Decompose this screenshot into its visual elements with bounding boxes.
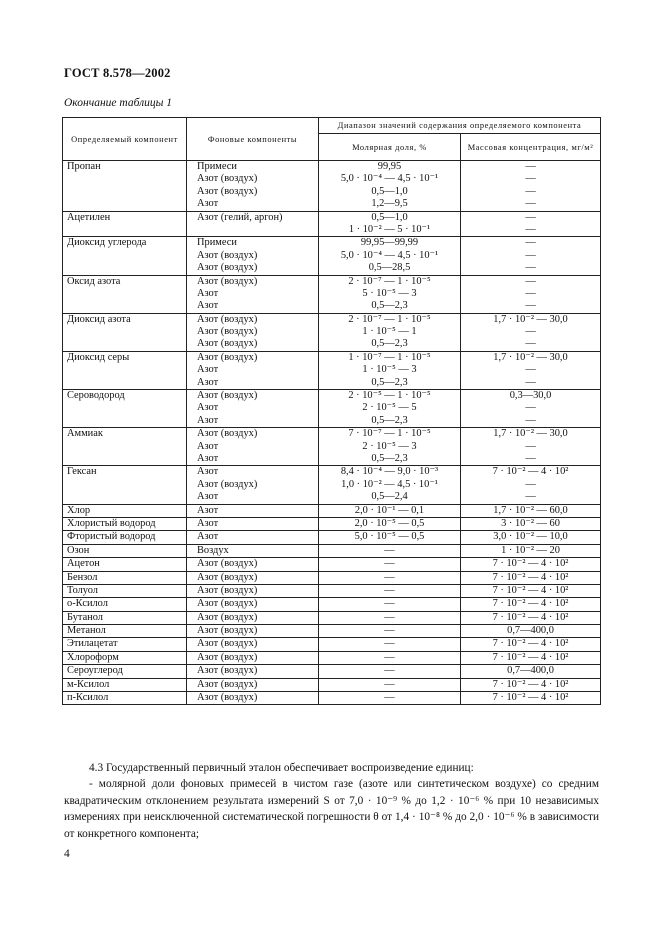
cell-component: Гексан bbox=[63, 466, 187, 479]
table-row bbox=[63, 638, 601, 651]
cell-component bbox=[63, 479, 187, 491]
cell-component bbox=[63, 250, 187, 262]
cell-component bbox=[63, 300, 187, 313]
cell-component: Бутанол bbox=[63, 611, 187, 624]
cell-background: Азот (воздух) bbox=[187, 313, 319, 326]
cell-molar: — bbox=[319, 678, 461, 691]
table-row bbox=[63, 466, 601, 479]
table-row bbox=[63, 544, 601, 557]
cell-component: Этилацетат bbox=[63, 638, 187, 651]
cell-background: Азот (воздух) bbox=[187, 326, 319, 338]
cell-molar: 5 · 10⁻⁵ — 3 bbox=[319, 288, 461, 300]
header-molar: Молярная доля, % bbox=[319, 134, 461, 161]
cell-mass: 1,7 · 10⁻² — 30,0 bbox=[461, 313, 601, 326]
cell-mass: 7 · 10⁻² — 4 · 10² bbox=[461, 638, 601, 651]
cell-mass: — bbox=[461, 491, 601, 504]
cell-mass: — bbox=[461, 364, 601, 376]
cell-mass: — bbox=[461, 211, 601, 224]
cell-background: Азот (воздух) bbox=[187, 428, 319, 441]
table-row bbox=[63, 288, 601, 300]
cell-background: Воздух bbox=[187, 544, 319, 557]
table-row bbox=[63, 625, 601, 638]
table-body bbox=[63, 161, 601, 705]
cell-mass: — bbox=[461, 441, 601, 453]
cell-mass: 7 · 10⁻² — 4 · 10² bbox=[461, 651, 601, 664]
cell-component: м-Ксилол bbox=[63, 678, 187, 691]
cell-mass: — bbox=[461, 338, 601, 351]
cell-component bbox=[63, 288, 187, 300]
header-component: Определяемый компонент bbox=[63, 118, 187, 161]
cell-molar: 0,5—28,5 bbox=[319, 262, 461, 275]
cell-component bbox=[63, 198, 187, 211]
cell-molar: 0,5—2,3 bbox=[319, 300, 461, 313]
cell-mass: — bbox=[461, 402, 601, 414]
table-row bbox=[63, 326, 601, 338]
table-row bbox=[63, 390, 601, 403]
cell-molar: — bbox=[319, 558, 461, 571]
table-row bbox=[63, 692, 601, 705]
table-row bbox=[63, 250, 601, 262]
table-row bbox=[63, 491, 601, 504]
cell-molar: — bbox=[319, 651, 461, 664]
cell-mass: — bbox=[461, 479, 601, 491]
cell-mass: 7 · 10⁻² — 4 · 10² bbox=[461, 466, 601, 479]
cell-mass: 1,7 · 10⁻² — 30,0 bbox=[461, 351, 601, 364]
cell-background: Азот (воздух) bbox=[187, 598, 319, 611]
cell-molar: — bbox=[319, 544, 461, 557]
paragraph-molar-fraction: - молярной доли фоновых примесей в чистом газе (азоте или синтетическом воздухе) со средним квадратическим отклонением результата измерений S от 7,0 · 10⁻⁹ % до 1,2 · 10⁻⁶ % при 10 независимых измерениях при неисключенной систематической погрешности θ от 1,4 · 10⁻⁸ % до 2,0 · 10⁻⁶ % в зависимости от конкретного компонента; bbox=[64, 778, 599, 840]
cell-component: Ацетилен bbox=[63, 211, 187, 224]
cell-mass: — bbox=[461, 198, 601, 211]
cell-component: Хлористый водород bbox=[63, 517, 187, 530]
cell-component bbox=[63, 173, 187, 185]
cell-background: Азот (воздух) bbox=[187, 651, 319, 664]
cell-mass: — bbox=[461, 237, 601, 250]
cell-molar: 0,5—2,4 bbox=[319, 491, 461, 504]
cell-background: Азот (воздух) bbox=[187, 692, 319, 705]
cell-mass: — bbox=[461, 288, 601, 300]
cell-mass: — bbox=[461, 326, 601, 338]
table-row bbox=[63, 186, 601, 198]
cell-mass: 3 · 10⁻² — 60 bbox=[461, 517, 601, 530]
cell-component: Фтористый водород bbox=[63, 531, 187, 544]
cell-mass: — bbox=[461, 415, 601, 428]
table-row bbox=[63, 198, 601, 211]
table-row bbox=[63, 237, 601, 250]
cell-component bbox=[63, 415, 187, 428]
cell-component: Пропан bbox=[63, 161, 187, 174]
cell-component bbox=[63, 364, 187, 376]
cell-component bbox=[63, 491, 187, 504]
table-row bbox=[63, 479, 601, 491]
cell-molar: 2 · 10⁻⁵ — 3 bbox=[319, 441, 461, 453]
table-row bbox=[63, 584, 601, 597]
cell-molar: — bbox=[319, 625, 461, 638]
cell-background: Азот bbox=[187, 198, 319, 211]
cell-component bbox=[63, 326, 187, 338]
cell-background: Азот (воздух) bbox=[187, 479, 319, 491]
table-row bbox=[63, 224, 601, 237]
cell-molar: 2 · 10⁻⁷ — 1 · 10⁻⁵ bbox=[319, 313, 461, 326]
cell-background: Азот bbox=[187, 300, 319, 313]
cell-background: Азот (воздух) bbox=[187, 558, 319, 571]
cell-background: Азот bbox=[187, 517, 319, 530]
cell-component bbox=[63, 453, 187, 466]
cell-molar: 8,4 · 10⁻⁴ — 9,0 · 10⁻³ bbox=[319, 466, 461, 479]
table-row bbox=[63, 517, 601, 530]
cell-molar: 1,0 · 10⁻² — 4,5 · 10⁻¹ bbox=[319, 479, 461, 491]
cell-background: Азот bbox=[187, 441, 319, 453]
cell-mass: 0,3—30,0 bbox=[461, 390, 601, 403]
cell-mass: 1,7 · 10⁻² — 30,0 bbox=[461, 428, 601, 441]
components-table bbox=[62, 117, 601, 705]
paragraph-4-3: 4.3 Государственный первичный эталон обеспечивает воспроизведение единиц: bbox=[89, 762, 474, 774]
table-row bbox=[63, 504, 601, 517]
cell-background: Азот bbox=[187, 466, 319, 479]
table-row bbox=[63, 598, 601, 611]
cell-component bbox=[63, 262, 187, 275]
cell-component: о-Ксилол bbox=[63, 598, 187, 611]
cell-mass: — bbox=[461, 300, 601, 313]
cell-background: Азот bbox=[187, 377, 319, 390]
cell-mass: 7 · 10⁻² — 4 · 10² bbox=[461, 558, 601, 571]
cell-background: Азот bbox=[187, 288, 319, 300]
cell-mass: 0,7—400,0 bbox=[461, 625, 601, 638]
table-row bbox=[63, 377, 601, 390]
table-row bbox=[63, 173, 601, 185]
cell-molar: 1 · 10⁻⁵ — 1 bbox=[319, 326, 461, 338]
header-mass: Массовая концентрация, мг/м² bbox=[461, 134, 601, 161]
cell-mass: — bbox=[461, 262, 601, 275]
table-row bbox=[63, 571, 601, 584]
cell-component bbox=[63, 186, 187, 198]
table-row bbox=[63, 161, 601, 174]
cell-component: Бензол bbox=[63, 571, 187, 584]
cell-background: Азот (воздух) bbox=[187, 571, 319, 584]
table-row bbox=[63, 211, 601, 224]
cell-molar: — bbox=[319, 571, 461, 584]
cell-mass: — bbox=[461, 275, 601, 288]
cell-molar: 0,5—1,0 bbox=[319, 211, 461, 224]
cell-background: Азот (воздух) bbox=[187, 173, 319, 185]
cell-molar: 2 · 10⁻⁵ — 1 · 10⁻⁵ bbox=[319, 390, 461, 403]
table-row bbox=[63, 651, 601, 664]
cell-component: п-Ксилол bbox=[63, 692, 187, 705]
cell-component: Ацетон bbox=[63, 558, 187, 571]
table-row bbox=[63, 402, 601, 414]
cell-background: Азот bbox=[187, 453, 319, 466]
page-number: 4 bbox=[64, 848, 70, 860]
cell-background: Примеси bbox=[187, 237, 319, 250]
cell-molar: 2,0 · 10⁻¹ — 0,1 bbox=[319, 504, 461, 517]
cell-mass: 7 · 10⁻² — 4 · 10² bbox=[461, 571, 601, 584]
table-row bbox=[63, 351, 601, 364]
table-continuation-caption: Окончание таблицы 1 bbox=[64, 97, 172, 109]
document-header: ГОСТ 8.578—2002 bbox=[64, 66, 171, 80]
cell-background: Азот (воздух) bbox=[187, 275, 319, 288]
cell-molar: — bbox=[319, 692, 461, 705]
cell-background: Азот bbox=[187, 531, 319, 544]
cell-component: Хлор bbox=[63, 504, 187, 517]
table-row bbox=[63, 300, 601, 313]
cell-component: Толуол bbox=[63, 584, 187, 597]
cell-molar: — bbox=[319, 611, 461, 624]
cell-background: Азот (гелий, аргон) bbox=[187, 211, 319, 224]
cell-molar: 99,95—99,99 bbox=[319, 237, 461, 250]
cell-mass: — bbox=[461, 224, 601, 237]
cell-mass: — bbox=[461, 377, 601, 390]
cell-molar: 2,0 · 10⁻⁵ — 0,5 bbox=[319, 517, 461, 530]
cell-background: Азот (воздух) bbox=[187, 250, 319, 262]
cell-background: Азот bbox=[187, 402, 319, 414]
cell-molar: 1 · 10⁻⁷ — 1 · 10⁻⁵ bbox=[319, 351, 461, 364]
cell-mass: 7 · 10⁻² — 4 · 10² bbox=[461, 678, 601, 691]
cell-component: Диоксид углерода bbox=[63, 237, 187, 250]
cell-background: Примеси bbox=[187, 161, 319, 174]
cell-mass: — bbox=[461, 161, 601, 174]
cell-molar: 5,0 · 10⁻⁵ — 0,5 bbox=[319, 531, 461, 544]
cell-background: Азот (воздух) bbox=[187, 351, 319, 364]
cell-component bbox=[63, 224, 187, 237]
cell-background: Азот (воздух) bbox=[187, 262, 319, 275]
table-row bbox=[63, 678, 601, 691]
cell-component: Аммиак bbox=[63, 428, 187, 441]
cell-molar: — bbox=[319, 665, 461, 678]
cell-mass: — bbox=[461, 186, 601, 198]
table-row bbox=[63, 665, 601, 678]
cell-background: Азот bbox=[187, 415, 319, 428]
cell-molar: 0,5—1,0 bbox=[319, 186, 461, 198]
cell-molar: 0,5—2,3 bbox=[319, 415, 461, 428]
table-row bbox=[63, 415, 601, 428]
cell-component: Сероводород bbox=[63, 390, 187, 403]
table-row bbox=[63, 428, 601, 441]
table-row bbox=[63, 275, 601, 288]
cell-background: Азот (воздух) bbox=[187, 584, 319, 597]
cell-component: Оксид азота bbox=[63, 275, 187, 288]
table-row bbox=[63, 262, 601, 275]
cell-molar: 5,0 · 10⁻⁴ — 4,5 · 10⁻¹ bbox=[319, 173, 461, 185]
cell-molar: 99,95 bbox=[319, 161, 461, 174]
cell-background: Азот (воздух) bbox=[187, 338, 319, 351]
cell-molar: 0,5—2,3 bbox=[319, 453, 461, 466]
cell-mass: 0,7—400,0 bbox=[461, 665, 601, 678]
header-range: Диапазон значений содержания определяемого компонента bbox=[319, 118, 601, 134]
table-row bbox=[63, 558, 601, 571]
cell-background: Азот (воздух) bbox=[187, 611, 319, 624]
table-row bbox=[63, 313, 601, 326]
cell-component bbox=[63, 377, 187, 390]
cell-mass: 1,7 · 10⁻² — 60,0 bbox=[461, 504, 601, 517]
cell-molar: 1 · 10⁻² — 5 · 10⁻¹ bbox=[319, 224, 461, 237]
cell-molar: 2 · 10⁻⁷ — 1 · 10⁻⁵ bbox=[319, 275, 461, 288]
table-row bbox=[63, 441, 601, 453]
cell-background: Азот bbox=[187, 491, 319, 504]
cell-background: Азот bbox=[187, 364, 319, 376]
cell-mass: 7 · 10⁻² — 4 · 10² bbox=[461, 692, 601, 705]
cell-background: Азот (воздух) bbox=[187, 625, 319, 638]
header-background: Фоновые компоненты bbox=[187, 118, 319, 161]
cell-component: Озон bbox=[63, 544, 187, 557]
cell-molar: 2 · 10⁻⁵ — 5 bbox=[319, 402, 461, 414]
table-row bbox=[63, 453, 601, 466]
cell-background: Азот bbox=[187, 504, 319, 517]
cell-background bbox=[187, 224, 319, 237]
cell-component: Диоксид серы bbox=[63, 351, 187, 364]
cell-component bbox=[63, 441, 187, 453]
cell-component: Хлороформ bbox=[63, 651, 187, 664]
cell-molar: 1,2—9,5 bbox=[319, 198, 461, 211]
cell-molar: — bbox=[319, 598, 461, 611]
cell-background: Азот (воздух) bbox=[187, 678, 319, 691]
cell-component: Диоксид азота bbox=[63, 313, 187, 326]
cell-molar: 5,0 · 10⁻⁴ — 4,5 · 10⁻¹ bbox=[319, 250, 461, 262]
table-row bbox=[63, 531, 601, 544]
table-row bbox=[63, 611, 601, 624]
cell-molar: — bbox=[319, 638, 461, 651]
cell-molar: — bbox=[319, 584, 461, 597]
cell-mass: 3,0 · 10⁻² — 10,0 bbox=[461, 531, 601, 544]
cell-background: Азот (воздух) bbox=[187, 638, 319, 651]
cell-molar: 0,5—2,3 bbox=[319, 338, 461, 351]
table-row bbox=[63, 364, 601, 376]
cell-background: Азот (воздух) bbox=[187, 665, 319, 678]
cell-mass: — bbox=[461, 173, 601, 185]
cell-molar: 1 · 10⁻⁵ — 3 bbox=[319, 364, 461, 376]
cell-background: Азот (воздух) bbox=[187, 390, 319, 403]
cell-mass: 7 · 10⁻² — 4 · 10² bbox=[461, 611, 601, 624]
cell-background: Азот (воздух) bbox=[187, 186, 319, 198]
cell-component: Сероуглерод bbox=[63, 665, 187, 678]
cell-mass: — bbox=[461, 453, 601, 466]
table-row bbox=[63, 338, 601, 351]
cell-component bbox=[63, 338, 187, 351]
cell-mass: 7 · 10⁻² — 4 · 10² bbox=[461, 584, 601, 597]
cell-component bbox=[63, 402, 187, 414]
cell-mass: 7 · 10⁻² — 4 · 10² bbox=[461, 598, 601, 611]
cell-mass: — bbox=[461, 250, 601, 262]
cell-mass: 1 · 10⁻² — 20 bbox=[461, 544, 601, 557]
cell-component: Метанол bbox=[63, 625, 187, 638]
cell-molar: 7 · 10⁻⁷ — 1 · 10⁻⁵ bbox=[319, 428, 461, 441]
cell-molar: 0,5—2,3 bbox=[319, 377, 461, 390]
